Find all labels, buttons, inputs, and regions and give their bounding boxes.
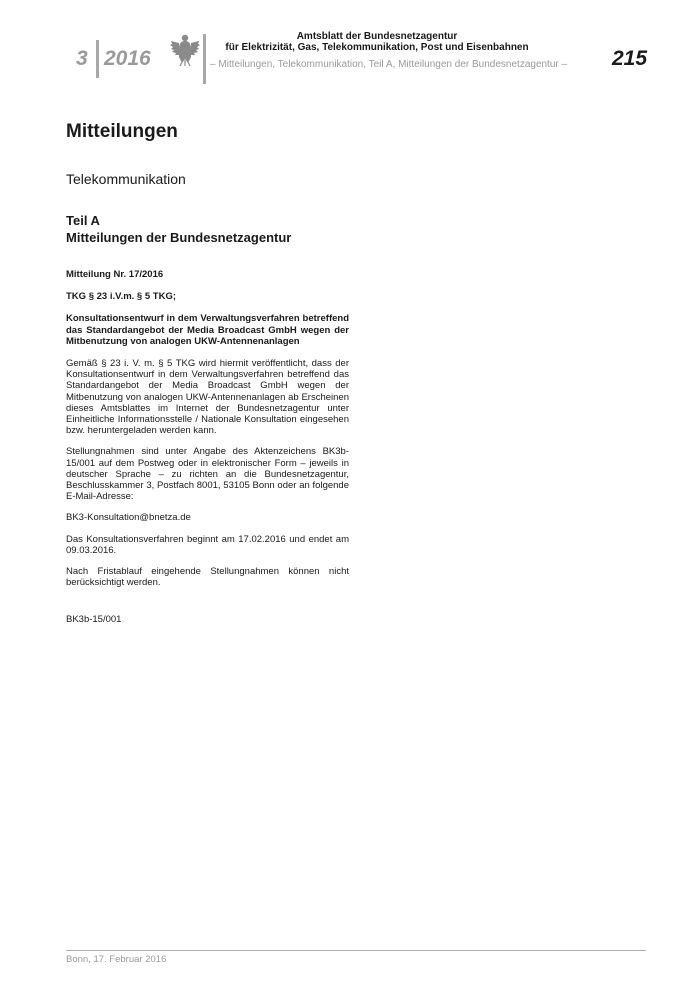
paragraph: Stellungnahmen sind unter Angabe des Aktenzeichens BK3b-15/001 auf dem Postweg oder in elektronischer Form – jeweils in deutscher Sprache – zu richten an die Bundesnetzagentur, Beschlusskammer 3, Postfach 8001, 53105 Bonn oder an folgende E-Mail-Adresse: [66,446,349,503]
footer-divider [66,950,646,951]
header-divider [96,40,99,78]
notice-body [66,269,349,626]
email-address: BK3-Konsultation@bnetza.de [66,512,191,524]
paragraph: Nach Fristablauf eingehende Stellungnahmen können nicht berücksichtigt werden. [66,566,349,589]
issue-year: 2016 [104,47,151,70]
page-number: 215 [612,47,648,70]
part-title: Mitteilungen der Bundesnetzagentur [66,230,292,245]
header-divider [203,34,206,84]
federal-eagle-icon [170,33,200,67]
journal-title-line: für Elektrizität, Gas, Telekommunikation, Post und Eisenbahnen [225,42,529,53]
notice-number: Mitteilung Nr. 17/2016 [66,269,164,280]
part-heading [66,212,291,246]
journal-title-line: Amtsblatt der Bundesnetzagentur [296,31,458,42]
legal-basis: TKG § 23 i.V.m. § 5 TKG; [66,291,176,303]
issue-number: 3 [76,47,88,70]
notice-heading: Konsultationsentwurf in dem Verwaltungsverfahren betreffend das Standardangebot der Media Broadcast GmbH wegen der Mitbenutzung von analogen UKW-Antennenanlagen [66,313,349,347]
section-subtitle: Telekommunikation [66,171,186,187]
journal-subtitle: – Mitteilungen, Telekommunikation, Teil A, Mitteilungen der Bundesnetzagentur – [210,59,568,70]
file-reference: BK3b-15/001 [66,614,122,626]
paragraph: Gemäß § 23 i. V. m. § 5 TKG wird hiermit veröffentlicht, dass der Konsultationsentwurf in dem Verwaltungsverfahren betreffend das Standardangebot der Media Broadcast GmbH wegen der Mitbenutzung von analogen UKW-Antennenanlagen ab Erscheinen dieses Amtsblattes im Internet der Bundesnetzagentur unter Einheitliche Informationsstelle / Nationale Konsultation eingesehen bzw. heruntergeladen werden kann. [66,358,349,437]
part-label: Teil A [66,213,100,228]
footer-place-date: Bonn, 17. Februar 2016 [66,954,167,965]
section-title: Mitteilungen [66,121,178,142]
paragraph: Das Konsultationsverfahren beginnt am 17.02.2016 und endet am 09.03.2016. [66,533,349,556]
journal-title [214,31,540,53]
